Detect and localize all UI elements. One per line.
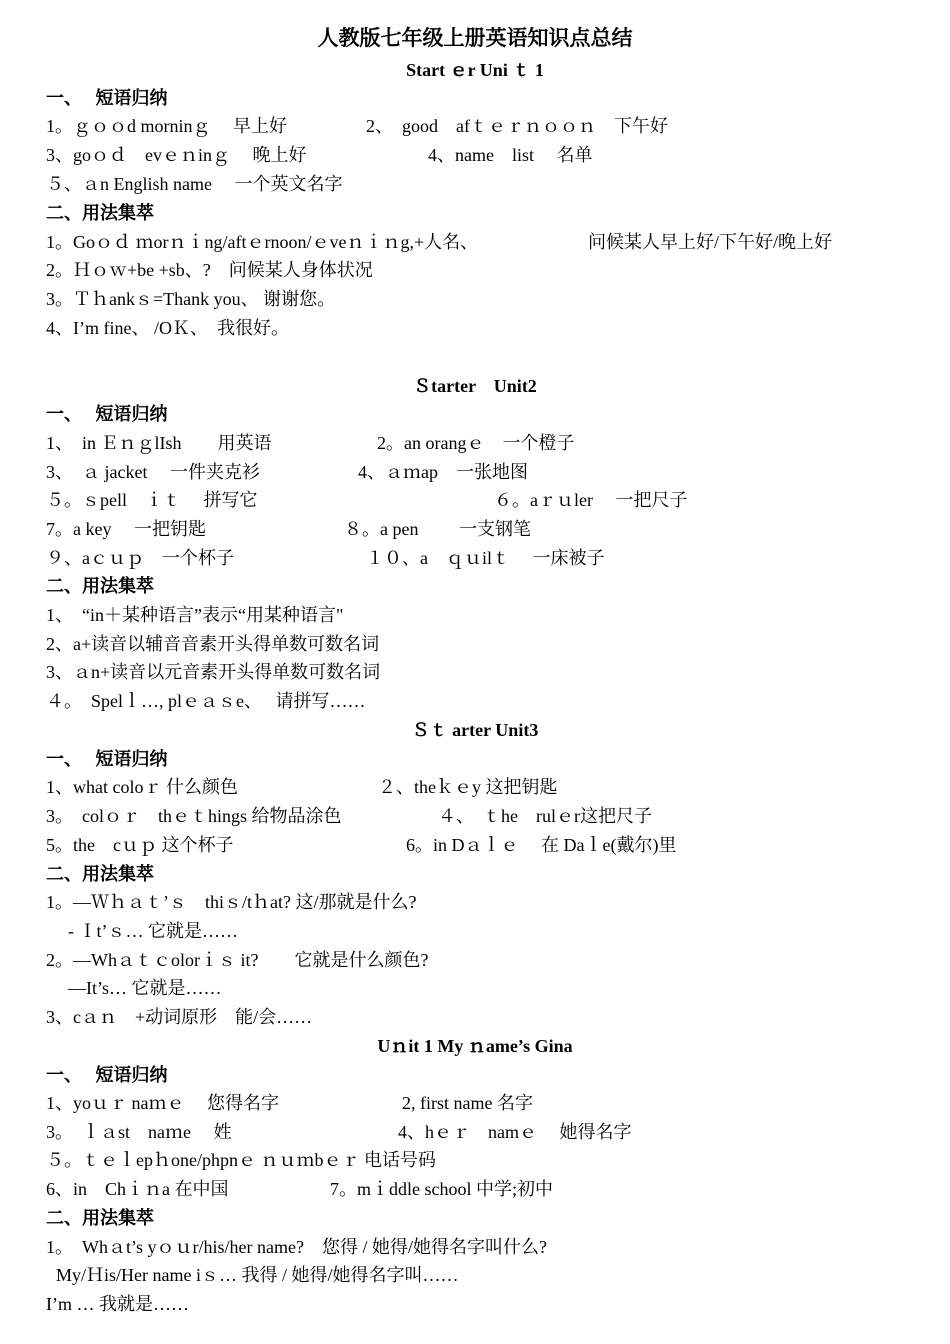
usage-item: 3、cａｎ +动词原形 能/会……	[46, 1007, 313, 1027]
phrase-item: 6。in Dａｌｅ 在 Daｌe(戴尔)里	[406, 835, 677, 855]
phrase-item: ９、aｃｕｐ 一个杯子	[46, 548, 234, 568]
phrase-row	[0, 112, 950, 138]
document-title: 人教版七年级上册英语知识点总结	[317, 26, 633, 50]
phrases-section-label: 一、 短语归纳	[46, 88, 168, 108]
phrase-item: 3。 colｏｒ thｅｔhings 给物品涂色	[46, 806, 342, 826]
phrase-row	[0, 486, 950, 512]
usage-row	[0, 974, 950, 1000]
unit1-heading: Uｎit 1 My ｎame’s Gina	[377, 1036, 573, 1056]
starter-unit3-heading: Ｓｔ arter Unit3	[411, 720, 539, 740]
phrase-row	[0, 1118, 950, 1144]
phrase-item: 3。 ｌａst naｍe 姓	[46, 1122, 232, 1142]
usage-section-label: 二、用法集萃	[46, 203, 154, 223]
usage-response: I’m … 我就是……	[46, 1294, 189, 1314]
phrase-item: 4、ａｍap 一张地图	[358, 462, 528, 482]
phrase-row	[0, 429, 950, 455]
usage-item: 1。Goｏｄ ｍorｎｉng/aftｅrnoon/ｅveｎｉｎg,+人名、	[46, 232, 479, 252]
usage-item: 2。Ｈｏｗ+be +sb、? 问候某人身体状况	[46, 260, 373, 280]
usage-row	[0, 917, 950, 943]
phrase-item: 1、yoｕｒ naｍｅ 您得名字	[46, 1093, 279, 1113]
phrase-item: 1。ｇｏｏd morninｇ 早上好	[46, 116, 287, 136]
usage-item: 3。Ｔｈankｓ=Thank you、 谢谢您。	[46, 289, 336, 309]
phrase-row	[0, 141, 950, 167]
usage-item: 3、ａn+读音以元音素开头得单数可数名词	[46, 662, 381, 682]
usage-row	[0, 601, 950, 627]
phrase-row	[0, 515, 950, 541]
usage-row	[0, 1261, 950, 1287]
usage-response: My/Ｈis/Her name iｓ… 我得 / 她得/她得名字叫……	[56, 1265, 459, 1285]
phrase-item: 2。an orangｅ 一个橙子	[377, 433, 575, 453]
usage-item: 1。 Whａt’s yｏｕr/his/her name? 您得 / 她得/她得名字叫什么?	[46, 1237, 547, 1257]
phrase-item: ６。aｒｕler 一把尺子	[494, 490, 688, 510]
usage-section-label: 二、用法集萃	[46, 1208, 154, 1228]
starter-unit1-heading: Start ｅr Uni ｔ 1	[406, 60, 544, 80]
usage-section-label: 二、用法集萃	[46, 576, 154, 596]
usage-item: 1。—Ｗｈａｔ’ｓ thiｓ/tｈat? 这/那就是什么?	[46, 892, 417, 912]
usage-row	[0, 946, 950, 972]
phrase-item: 2、 good afｔｅｒｎｏｏｎ 下午好	[366, 116, 668, 136]
phrase-item: 4、hｅｒ namｅ 她得名字	[398, 1122, 632, 1142]
phrase-item: 3、goｏｄ evｅｎinｇ 晚上好	[46, 145, 307, 165]
phrase-row	[0, 802, 950, 828]
phrase-row	[0, 170, 950, 196]
phrase-item: 2, first name 名字	[402, 1093, 533, 1113]
phrase-item: 7。a key 一把钥匙	[46, 519, 206, 539]
phrase-row	[0, 773, 950, 799]
phrase-item: 4、name list 名单	[428, 145, 593, 165]
phrase-item: 7。mｉddle school 中学;初中	[330, 1179, 553, 1199]
phrase-row	[0, 1146, 950, 1172]
usage-row	[0, 1233, 950, 1259]
starter-unit2-heading: Ｓtarter Unit2	[413, 376, 537, 396]
phrase-item: １０、a ｑｕilｔ 一床被子	[366, 548, 605, 568]
usage-row	[0, 228, 950, 254]
usage-row	[0, 314, 950, 340]
phrase-item: ５。ｓpell ｉｔ 拼写它	[46, 490, 258, 510]
usage-item: ４。 Spelｌ…, plｅａｓe、 请拼写……	[46, 691, 366, 711]
phrase-row	[0, 831, 950, 857]
usage-row	[0, 285, 950, 311]
usage-item: 4、I’m fine、 /OＫ、 我很好。	[46, 318, 289, 338]
phrase-item: 1、 in ＥｎｇlIsh 用英语	[46, 433, 272, 453]
usage-row	[0, 687, 950, 713]
phrase-row	[0, 458, 950, 484]
phrases-section-label: 一、 短语归纳	[46, 1065, 168, 1085]
usage-row	[0, 1290, 950, 1316]
usage-response: —It’s… 它就是……	[68, 978, 222, 998]
phrases-section-label: 一、 短语归纳	[46, 749, 168, 769]
phrase-row	[0, 1175, 950, 1201]
phrase-row	[0, 544, 950, 570]
usage-item: 2、a+读音以辅音音素开头得单数可数名词	[46, 634, 380, 654]
phrase-item: ８。a pen 一支钢笔	[344, 519, 531, 539]
phrase-item: 1、what coloｒ 什么颜色	[46, 777, 238, 797]
phrase-row	[0, 1089, 950, 1115]
usage-row	[0, 658, 950, 684]
usage-row	[0, 256, 950, 282]
phrase-item: 6、in Chｉｎa 在中国	[46, 1179, 229, 1199]
usage-row	[0, 630, 950, 656]
usage-item: 2。—Whａｔｃolorｉｓ it? 它就是什么颜色?	[46, 950, 429, 970]
phrase-item: ４、 ｔhe rulｅr这把尺子	[438, 806, 652, 826]
usage-section-label: 二、用法集萃	[46, 864, 154, 884]
phrase-item: ２、theｋｅy 这把钥匙	[378, 777, 558, 797]
usage-row	[0, 1003, 950, 1029]
phrases-section-label: 一、 短语归纳	[46, 404, 168, 424]
usage-row	[0, 888, 950, 914]
phrase-item: ５、ａn English name 一个英文名字	[46, 174, 343, 194]
usage-item: 问候某人早上好/下午好/晚上好	[588, 232, 833, 252]
usage-item: 1、 “in＋某种语言”表示“用某种语言"	[46, 605, 344, 625]
phrase-item: 5。the cｕｐ 这个杯子	[46, 835, 234, 855]
phrase-item: 3、 ａ jacket 一件夹克衫	[46, 462, 260, 482]
phrase-item: ５。ｔｅｌepｈone/phpnｅ ｎｕｍbｅｒ 电话号码	[46, 1150, 436, 1170]
usage-response: - Ｉt’ｓ… 它就是……	[68, 921, 238, 941]
